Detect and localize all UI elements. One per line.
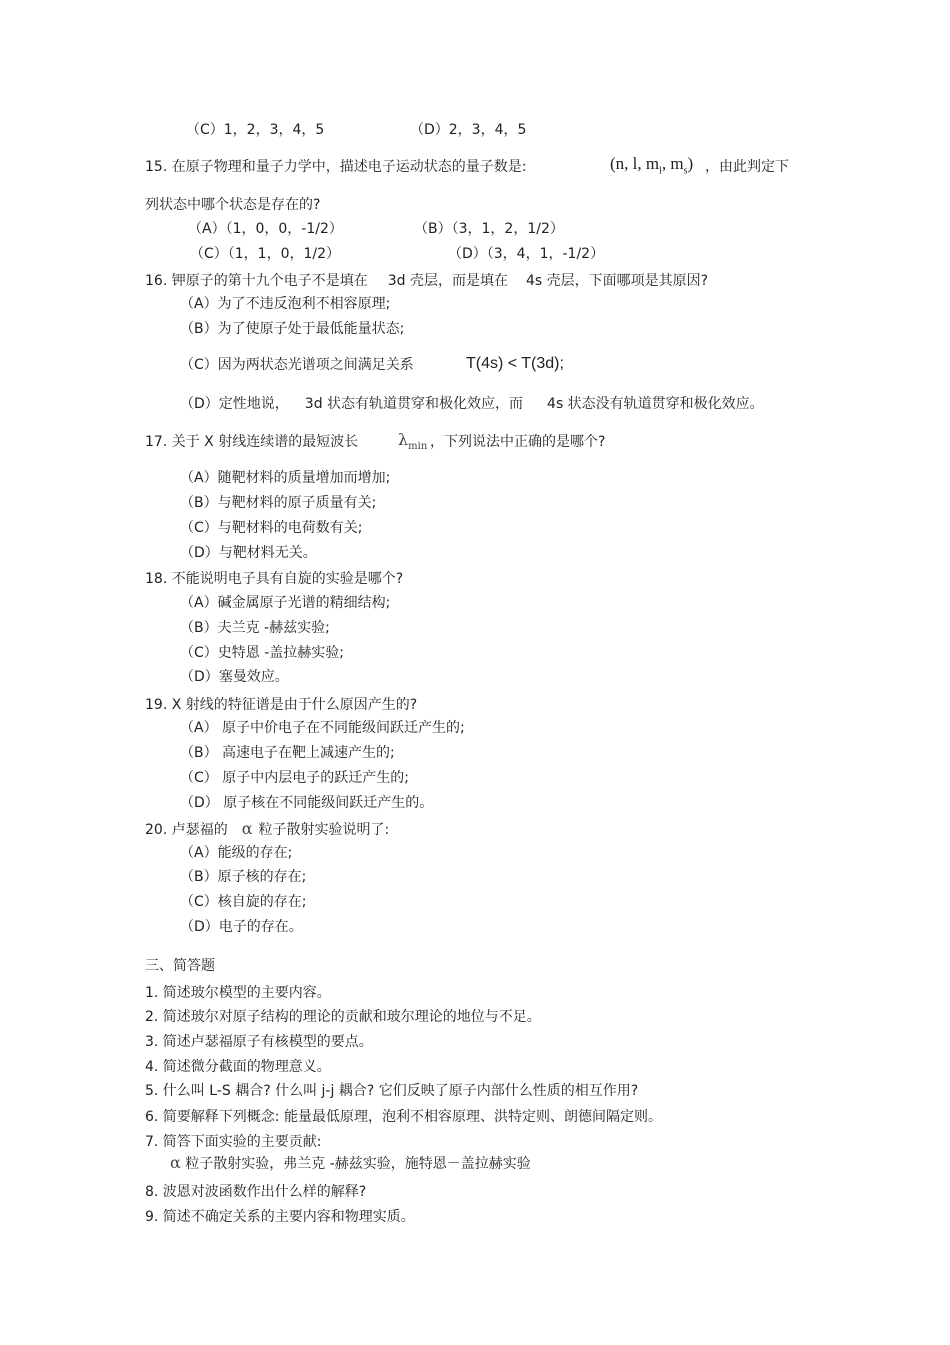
alpha-symbol: α — [170, 1153, 181, 1172]
q16-option-b: （B）为了使原子处于最低能量状态; — [180, 321, 405, 337]
q19-option-b: （B） 高速电子在靶上减速产生的; — [180, 745, 395, 761]
q15-stem-line2: 列状态中哪个状态是存在的? — [145, 197, 321, 213]
short-answer-item: 1. 简述玻尔模型的主要内容。 — [145, 985, 331, 1001]
q17-option-b: （B）与靶材料的原子质量有关; — [180, 495, 377, 511]
q16-term-relation-formula: T(4s) < T(3d); — [466, 355, 564, 372]
q15-stem-continued: ，由此判定下 — [705, 159, 789, 175]
q17-stem-continued: ，下列说法中正确的是哪个? — [430, 434, 606, 450]
short-answer-item: 4. 简述微分截面的物理意义。 — [145, 1059, 331, 1075]
q20-stem: 20. 卢瑟福的 α 粒子散射实验说明了: — [145, 819, 390, 838]
short-answer-item: 2. 简述玻尔对原子结构的理论的贡献和玻尔理论的地位与不足。 — [145, 1009, 541, 1025]
q15-option-a: （A）（1，0，0，-1/2） — [188, 221, 343, 237]
q14-option-c: （C）1，2，3，4，5 — [186, 122, 325, 138]
q15-option-c: （C）（1，1，0，1/2） — [190, 246, 341, 262]
q14-option-d: （D）2，3，4，5 — [410, 122, 527, 138]
q16-stem: 16. 钾原子的第十九个电子不是填在 3d 壳层，而是填在 4s 壳层，下面哪项是其原因? — [145, 273, 709, 289]
lambda-min-symbol: $\lambda_{min}$ — [398, 430, 428, 453]
q20-option-c: （C）核自旋的存在; — [180, 894, 307, 910]
q20-option-b: （B）原子核的存在; — [180, 869, 307, 885]
q20-option-d: （D）电子的存在。 — [180, 919, 303, 935]
q16-option-c: （C）因为两状态光谱项之间满足关系 — [180, 357, 414, 373]
q18-option-b: （B）夫兰克 -赫兹实验; — [180, 620, 330, 636]
q15-option-d: （D）（3，4，1，-1/2） — [448, 246, 605, 262]
q18-option-c: （C）史特恩 -盖拉赫实验; — [180, 645, 344, 661]
q15-quantum-number-formula: (n, l, $m_l$, $m_s$) — [610, 154, 694, 177]
short-answer-item: 6. 简要解释下列概念: 能量最低原理，泡利不相容原理、洪特定则、朗德间隔定则。 — [145, 1109, 662, 1125]
q20-option-a: （A）能级的存在; — [180, 845, 293, 861]
q18-option-d: （D）塞曼效应。 — [180, 669, 289, 685]
q19-option-d: （D） 原子核在不同能级间跃迁产生的。 — [180, 795, 434, 811]
q17-option-c: （C）与靶材料的电荷数有关; — [180, 520, 363, 536]
q19-option-a: （A） 原子中价电子在不同能级间跃迁产生的; — [180, 720, 465, 736]
q19-stem: 19. X 射线的特征谱是由于什么原因产生的? — [145, 697, 418, 713]
q17-option-d: （D）与靶材料无关。 — [180, 545, 317, 561]
q15-stem: 15. 在原子物理和量子力学中，描述电子运动状态的量子数是: — [145, 159, 527, 175]
q18-option-a: （A）碱金属原子光谱的精细结构; — [180, 595, 391, 611]
short-answer-item-7-detail: α 粒子散射实验，弗兰克 -赫兹实验，施特恩－盖拉赫实验 — [170, 1153, 531, 1172]
q15-option-b: （B）（3，1，2，1/2） — [414, 221, 564, 237]
q18-stem: 18. 不能说明电子具有自旋的实验是哪个? — [145, 571, 404, 587]
short-answer-item: 3. 简述卢瑟福原子有核模型的要点。 — [145, 1034, 373, 1050]
q19-option-c: （C） 原子中内层电子的跃迁产生的; — [180, 770, 409, 786]
q16-option-a: （A）为了不违反泡利不相容原理; — [180, 296, 391, 312]
short-answer-item: 5. 什么叫 L-S 耦合? 什么叫 j-j 耦合? 它们反映了原子内部什么性质的相互作用? — [145, 1083, 639, 1099]
q17-option-a: （A）随靶材料的质量增加而增加; — [180, 470, 391, 486]
short-answer-item: 8. 波恩对波函数作出什么样的解释? — [145, 1184, 367, 1200]
short-answer-item: 7. 简答下面实验的主要贡献: — [145, 1134, 322, 1150]
q16-option-d: （D）定性地说， 3d 状态有轨道贯穿和极化效应，而 4s 状态没有轨道贯穿和极化效应。 — [180, 396, 764, 412]
q17-stem: 17. 关于 X 射线连续谱的最短波长 — [145, 434, 359, 450]
short-answer-item: 9. 简述不确定关系的主要内容和物理实质。 — [145, 1209, 415, 1225]
alpha-symbol: α — [241, 819, 253, 838]
section-heading: 三、简答题 — [145, 958, 215, 974]
